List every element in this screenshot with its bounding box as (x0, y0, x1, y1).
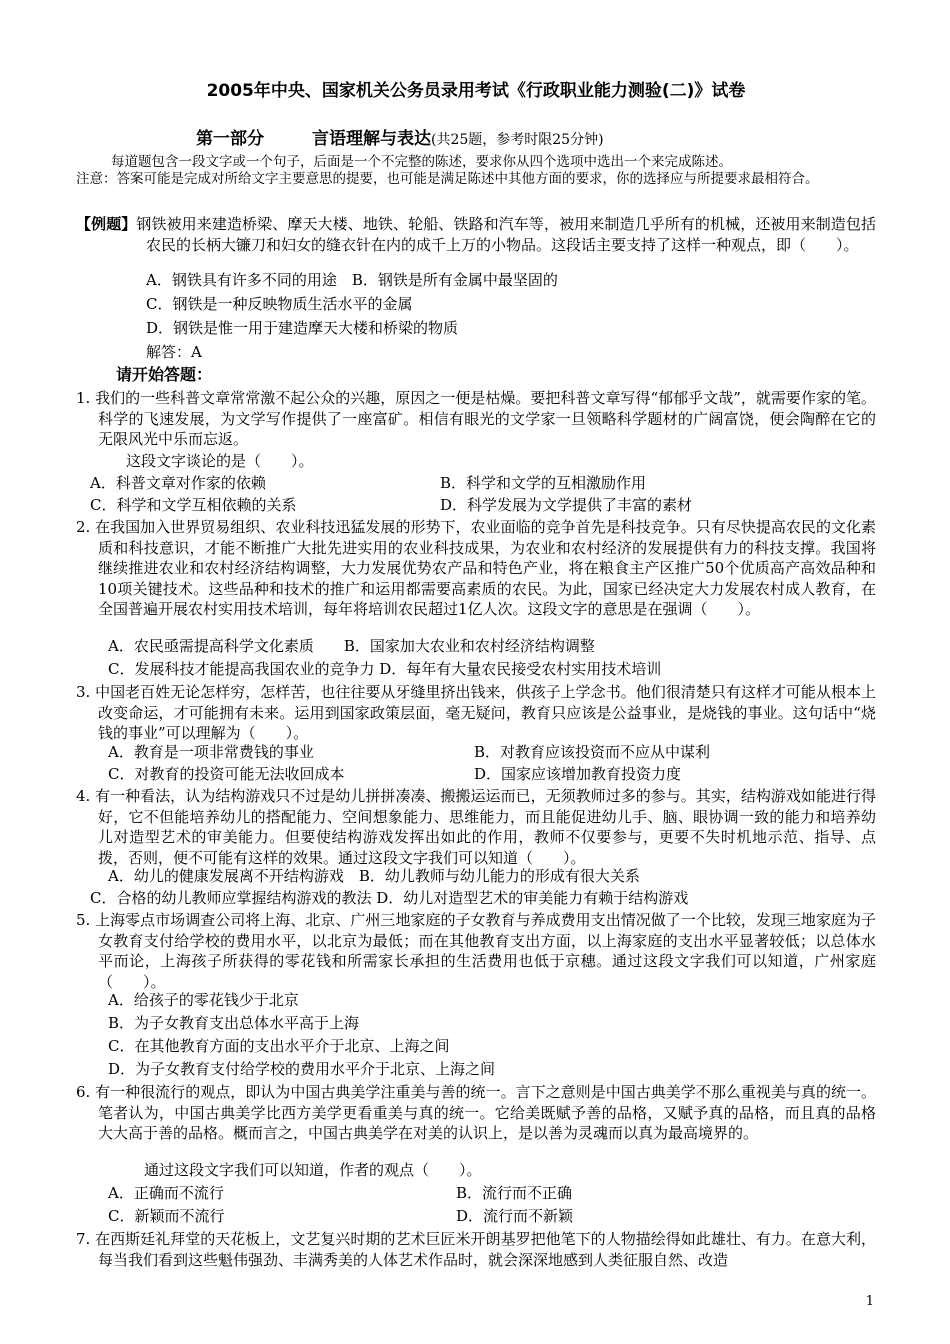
question-4-text: 4. 有一种看法，认为结构游戏只不过是幼儿拼拼凑凑、搬搬运运而已，无须教师过多的参与。其实，结构游戏如能进行得好，它不但能培养幼儿的搭配能力、空间想象能力、思维能力，而且能促进幼儿手、脑、眼协调一致的能力和培养幼儿对造型艺术的审美能力。但要使结构游戏发挥出如此的作用，教师不仅要参与，更要不失时机地示范、指导、点拨，否则，便不可能有这样的效果。通过这段文字我们可以知道（ ）。 (76, 787, 876, 867)
example-label: 【例题】 (76, 215, 137, 233)
q6-option-d: D．流行而不新颖 (456, 1207, 574, 1225)
question-4 (76, 786, 876, 868)
section-heading (196, 124, 604, 149)
start-heading: 请开始答题： (116, 365, 213, 384)
question-7-text: 7. 在西斯廷礼拜堂的天花板上，文艺复兴时期的艺术巨匠米开朗基罗把他笔下的人物描绘得如此雄壮、有力。在意大利，每当我们看到这些魁伟强劲、丰满秀美的人体艺术作品时，就会深深地感到人类征服自然、改造 (76, 1230, 876, 1269)
q5-option-a: A．给孩子的零花钱少于北京 (108, 991, 299, 1009)
question-6 (76, 1082, 876, 1144)
section-part: 第一部分 (196, 129, 264, 149)
q4-option-ab: A．幼儿的健康发展离不开结构游戏 B．幼儿教师与幼儿能力的形成有很大关系 (108, 867, 640, 885)
example-option-ab: A．钢铁具有许多不同的用途 B．钢铁是所有金属中最坚固的 (146, 271, 558, 289)
q3-option-a: A．教育是一项非常费钱的事业 (108, 743, 314, 761)
q2-option-ab: A．农民亟需提高科学文化素质 B．国家加大农业和农村经济结构调整 (108, 637, 595, 655)
q1-option-c: C．科学和文学互相依赖的关系 (90, 496, 297, 514)
q6-option-c: C．新颖而不流行 (108, 1207, 225, 1225)
question-1-text: 1. 我们的一些科普文章常常激不起公众的兴趣，原因之一便是枯燥。要把科普文章写得“郁郁乎文哉”，就需要作家的笔。科学的飞速发展，为文学写作提供了一座富矿。相信有眼光的文学家一旦领略科学题材的广阔富饶，便会陶醉在它的无限风光中乐而忘返。 (76, 389, 876, 448)
question-7 (76, 1229, 876, 1270)
example-block (76, 214, 876, 255)
question-1 (76, 388, 876, 450)
q5-option-c: C．在其他教育方面的支出水平介于北京、上海之间 (108, 1037, 450, 1055)
question-3-text: 3. 中国老百姓无论怎样穷，怎样苦，也往往要从牙缝里挤出钱来，供孩子上学念书。他们很清楚只有这样才可能从根本上改变命运，才可能拥有未来。运用到国家政策层面，毫无疑问，教育只应该是公益事业，是烧钱的事业。这句话中“烧钱的事业”可以理解为（ ）。 (76, 683, 876, 742)
page-title: 2005年中央、国家机关公务员录用考试《行政职业能力测验(二)》试卷 (206, 81, 746, 101)
question-5 (76, 910, 876, 992)
question-6-text: 6. 有一种很流行的观点，即认为中国古典美学注重美与善的统一。言下之意则是中国古典美学不那么重视美与真的统一。笔者认为，中国古典美学比西方美学更看重美与真的统一。它给美既赋予善的品格，又赋予真的品格，而且真的品格大大高于善的品格。概而言之，中国古典美学在对美的认识上，是以善为灵魂而以真为最高境界的。 (76, 1083, 876, 1142)
question-2 (76, 517, 876, 620)
question-6-stem: 通过这段文字我们可以知道，作者的观点（ ）。 (144, 1161, 482, 1179)
example-option-c: C．钢铁是一种反映物质生活水平的金属 (146, 295, 413, 313)
instruction-line: 每道题包含一段文字或一个句子，后面是一个不完整的陈述，要求你从四个选项中选出一个来完成陈述。 (111, 154, 732, 170)
example-text: 钢铁被用来建造桥梁、摩天大楼、地铁、轮船、铁路和汽车等，被用来制造几乎所有的机械，还被用来制造包括农民的长柄大镰刀和妇女的缝衣针在内的成千上万的小物品。这段话主要支持了这样一种观点，即（ ）。 (136, 215, 876, 254)
q2-option-cd: C．发展科技才能提高我国农业的竞争力 D．每年有大量农民接受农村实用技术培训 (108, 660, 662, 678)
q3-option-d: D．国家应该增加教育投资力度 (474, 765, 682, 783)
question-3 (76, 682, 876, 744)
q5-option-d: D．为子女教育支付给学校的费用水平介于北京、上海之间 (108, 1060, 496, 1078)
q1-option-d: D．科学发展为文学提供了丰富的素材 (440, 496, 693, 514)
q5-option-b: B．为子女教育支出总体水平高于上海 (108, 1014, 360, 1032)
question-1-stem: 这段文字谈论的是（ ）。 (126, 452, 314, 470)
q6-option-b: B．流行而不正确 (456, 1184, 573, 1202)
question-2-text: 2. 在我国加入世界贸易组织、农业科技迅猛发展的形势下，农业面临的竞争首先是科技竞争。只有尽快提高农民的文化素质和科技意识，才能不断推广大批先进实用的农业科技成果，为农业和农村经济的发展提供有力的科技支撑。我国将继续推进农业和农村经济结构调整，大力发展优势农产品和特色产业，将在粮食主产区推广50个优质高产高效品种和10项关键技术。这些品种和技术的推广和运用都需要高素质的农民。为此，国家已经决定大力发展农村成人教育，在全国普遍开展农村实用技术培训，每年将培训农民超过1亿人次。这段文字的意思是在强调（ ）。 (76, 518, 876, 618)
q6-option-a: A．正确而不流行 (108, 1184, 224, 1202)
q1-option-a: A．科普文章对作家的依赖 (90, 474, 266, 492)
section-info: (共25题，参考时限25分钟) (431, 132, 604, 148)
instruction-note: 注意：答案可能是完成对所给文字主要意思的提要，也可能是满足陈述中其他方面的要求，你的选择应与所提要求最相符合。 (76, 171, 819, 187)
example-option-d: D．钢铁是惟一用于建造摩天大楼和桥梁的物质 (146, 319, 459, 337)
q3-option-c: C．对教育的投资可能无法收回成本 (108, 765, 345, 783)
q1-option-b: B．科学和文学的互相激励作用 (440, 474, 647, 492)
example-answer: 解答：A (146, 343, 202, 361)
page-number: 1 (865, 1294, 874, 1309)
instructions (76, 154, 876, 188)
q3-option-b: B．对教育应该投资而不应从中谋利 (474, 743, 711, 761)
question-5-text: 5. 上海零点市场调查公司将上海、北京、广州三地家庭的子女教育与养成费用支出情况做了一个比较，发现三地家庭为子女教育支付给学校的费用水平，以北京为最低；而在其他教育支出方面，以上海家庭的支出水平显著较低；以总体水平而论，上海孩子所获得的零花钱和所需家长承担的生活费用也低于京穗。通过这段文字我们可以知道，广州家庭（ ）。 (76, 911, 876, 991)
q4-option-cd: C．合格的幼儿教师应掌握结构游戏的教法 D．幼儿对造型艺术的审美能力有赖于结构游戏 (90, 889, 689, 907)
section-name: 言语理解与表达 (312, 129, 431, 149)
